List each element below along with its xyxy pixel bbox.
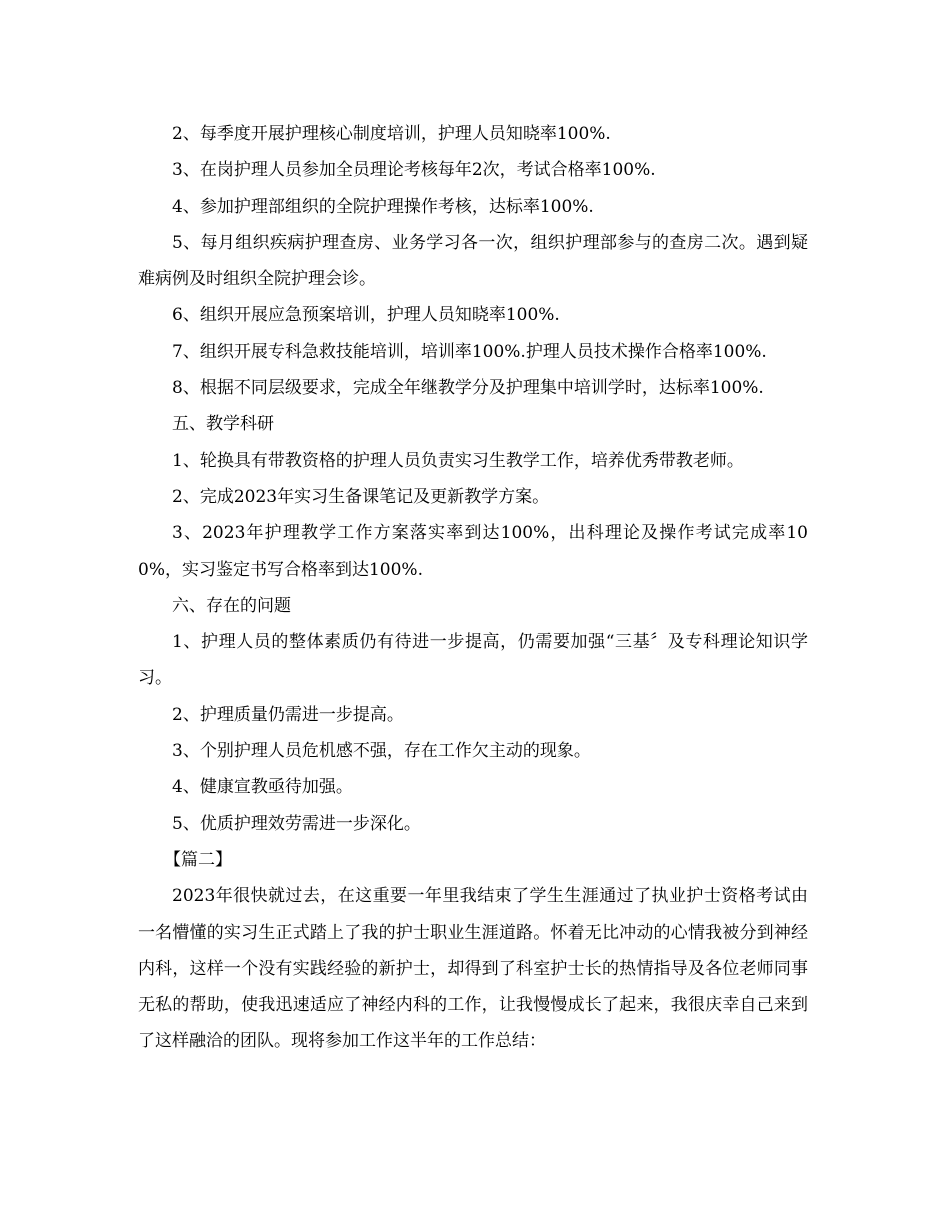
paragraph-training-core-system: 2、每季度开展护理核心制度培训，护理人员知晓率100%. bbox=[172, 124, 611, 144]
paragraph-ward-rounds: 5、每月组织疾病护理查房、业务学习各一次，组织护理部参与的查房二次。遇到疑难病例及时组织全院护理会诊。 bbox=[138, 232, 808, 290]
document-body bbox=[138, 116, 808, 1060]
section-heading-teaching-research: 五、教学科研 bbox=[172, 414, 274, 435]
paragraph-operation-exam: 4、参加护理部组织的全院护理操作考核，达标率100%. bbox=[172, 196, 594, 217]
section-heading-part-two: 【篇二】 bbox=[164, 849, 232, 870]
paragraph-problem-health-education: 4、健康宣教亟待加强。 bbox=[172, 777, 353, 798]
paragraph-problem-nursing-quality: 2、护理质量仍需进一步提高。 bbox=[172, 704, 404, 725]
paragraph-continuing-education: 8、根据不同层级要求，完成全年继教学分及护理集中培训学时，达标率100%. bbox=[172, 378, 764, 399]
paragraph-teaching-plan: 3、2023年护理教学工作方案落实率到达100%，出科理论及操作考试完成率100%，实习鉴定书写合格率到达100%. bbox=[138, 523, 808, 580]
paragraph-lesson-notes: 2、完成2023年实习生备课笔记及更新教学方案。 bbox=[172, 486, 550, 507]
section-heading-existing-problems: 六、存在的问题 bbox=[172, 595, 291, 616]
paragraph-teaching-rotation: 1、轮换具有带教资格的护理人员负责实习生教学工作，培养优秀带教老师。 bbox=[172, 450, 744, 471]
paragraph-theory-exam: 3、在岗护理人员参加全员理论考核每年2次，考试合格率100%. bbox=[172, 160, 656, 181]
paragraph-emergency-plan: 6、组织开展应急预案培训，护理人员知晓率100%. bbox=[172, 305, 560, 326]
paragraph-part-two-intro: 2023年很快就过去，在这重要一年里我结束了学生生涯通过了执业护士资格考试由一名懵懂的实习生正式踏上了我的护士职业生涯道路。怀着无比冲动的心情我被分到神经内科，这样一个没有实践经验的新护士，却得到了科室护士长的热情指导及各位老师同事无私的帮助，使我迅速适应了神经内科的工作，让我慢慢成长了起来，我很庆幸自己来到了这样融洽的团队。现将参加工作这半年的工作总结： bbox=[138, 886, 808, 1052]
paragraph-problem-quality-staff: 1、护理人员的整体素质仍有待进一步提高，仍需要加强“三基〞及专科理论知识学习。 bbox=[138, 632, 808, 689]
paragraph-first-aid-skills: 7、组织开展专科急救技能培训，培训率100%.护理人员技术操作合格率100%. bbox=[172, 341, 767, 362]
paragraph-problem-quality-service: 5、优质护理效劳需进一步深化。 bbox=[172, 813, 421, 834]
paragraph-problem-crisis-awareness: 3、个别护理人员危机感不强，存在工作欠主动的现象。 bbox=[172, 741, 591, 762]
